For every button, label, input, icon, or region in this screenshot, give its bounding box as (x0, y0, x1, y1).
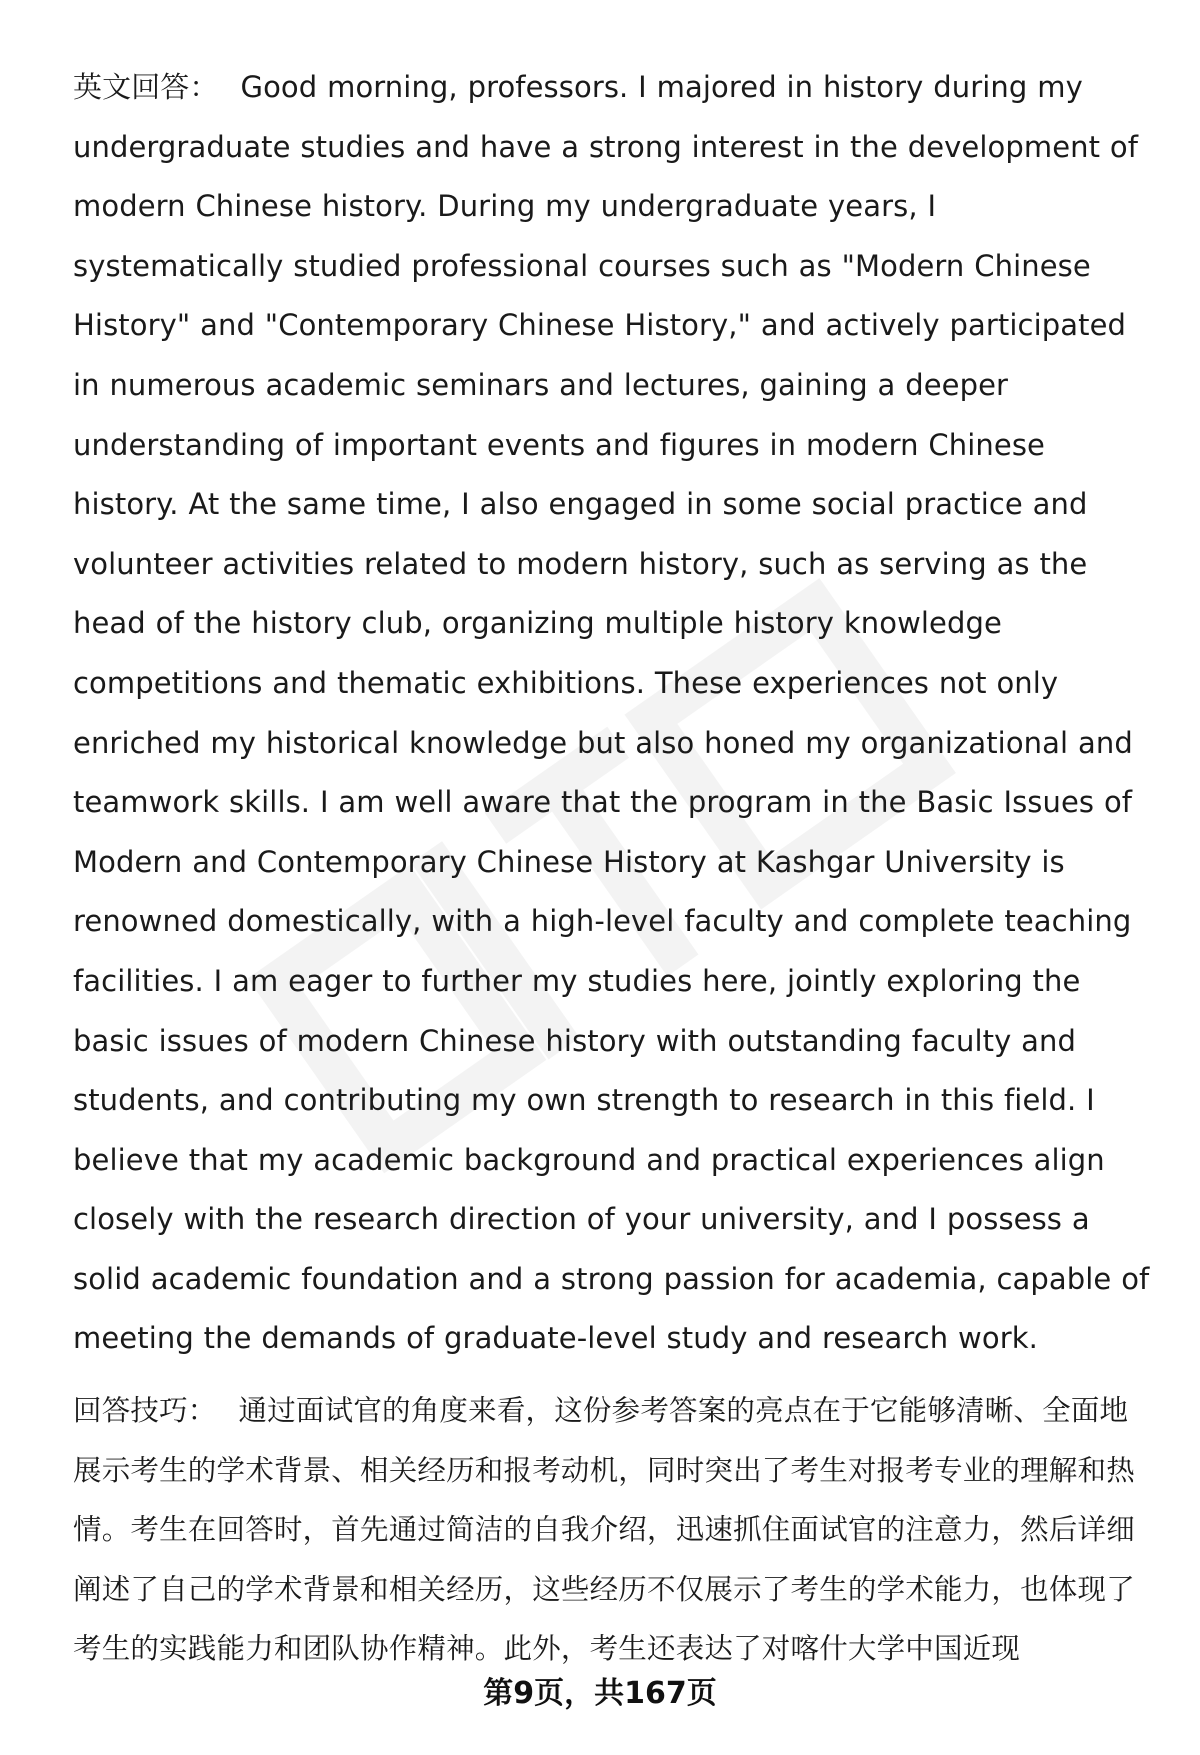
page-number-footer: 第9页，共167页 (483, 1676, 717, 1711)
answer-tips-text: 通过面试官的角度来看，这份参考答案的亮点在于它能够清晰、全面地展示考生的学术背景、相关经历和报考动机，同时突出了考生对报考专业的理解和热情。考生在回答时，首先通过简洁的自我介绍，迅速抓住面试官的注意力，然后详细阐述了自己的学术背景和相关经历，这些经历不仅展示了考生的学术能力，也体现了考生的实践能力和团队协作精神。此外，考生还表达了对喀什大学中国近现 (73, 1394, 1135, 1666)
answer-tips-label: 回答技巧： (73, 1394, 217, 1428)
english-answer-text: Good morning, professors. I majored in history during my undergraduate studies and have a strong interest in the development of modern Chinese history. During my undergraduate years, I systematically studied professional courses such as "Modern Chinese History" and "Contemporary Chinese History," and actively participated in numerous academic seminars and lectures, gaining a deeper understanding of important events and figures in modern Chinese history. At the same time, I also engaged in some social practice and volunteer activities related to modern history, such as serving as the head of the history club, organizing multiple history knowledge competitions and thematic exhibitions. These experiences not only enriched my historical knowledge but also honed my organizational and teamwork skills. I am well aware that the program in the Basic Issues of Modern and Contemporary Chinese History at Kashgar University is renowned domestically, with a high-level faculty and complete teaching facilities. I am eager to further my studies here, jointly exploring the basic issues of modern Chinese history with outstanding faculty and students, and contributing my own strength to research in this field. I believe that my academic background and practical experiences align closely with the research direction of your university, and I possess a solid academic foundation and a strong passion for academia, capable of meeting the demands of graduate-level study and research work. (73, 70, 1150, 1356)
main-content (73, 58, 1153, 1679)
english-answer-paragraph (73, 58, 1153, 1369)
answer-tips-paragraph (73, 1381, 1153, 1679)
english-answer-label: 英文回答： (73, 70, 219, 104)
